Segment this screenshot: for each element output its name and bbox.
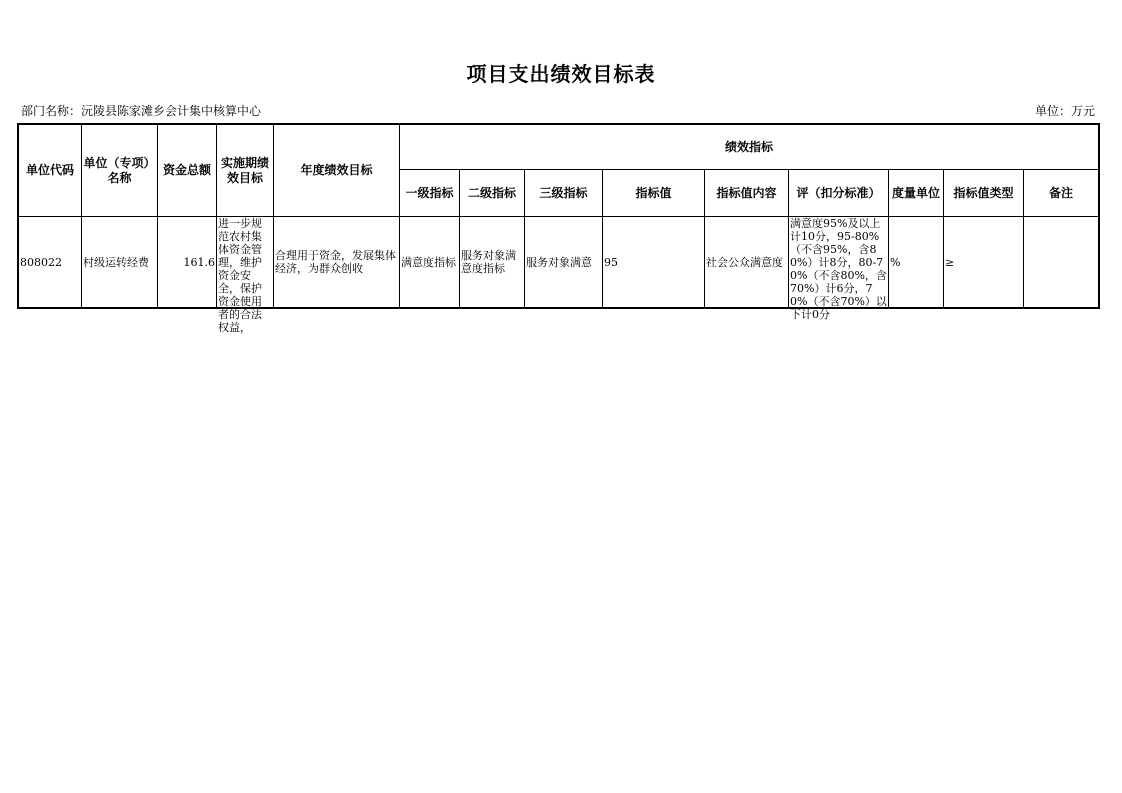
header-annual-goal: 年度绩效目标 <box>274 125 400 217</box>
header-value: 指标值 <box>603 170 705 217</box>
cell-value-content: 社会公众满意度 <box>705 217 789 308</box>
header-level2: 二级指标 <box>460 170 525 217</box>
cell-value-type: ≥ <box>944 217 1024 308</box>
header-code: 单位代码 <box>19 125 82 217</box>
cell-value: 95 <box>603 217 705 308</box>
header-value-content: 指标值内容 <box>705 170 789 217</box>
header-row-1 <box>19 125 1099 170</box>
performance-table <box>18 124 1099 334</box>
cell-level3: 服务对象满意 <box>525 217 603 308</box>
header-level1: 一级指标 <box>400 170 460 217</box>
cell-period-goal <box>217 217 274 334</box>
cell-total: 161.6 <box>158 217 217 308</box>
page-title: 项目支出绩效目标表 <box>466 62 656 86</box>
cell-code: 808022 <box>19 217 82 308</box>
cell-level1: 满意度指标 <box>400 217 460 308</box>
cell-level2: 服务对象满意度指标 <box>460 217 525 308</box>
cell-scoring <box>789 217 889 321</box>
scoring-text: 满意度95%及以上计10分，95-80%（不含95%，含80%）计8分，80-70%（不含80%，含70%）计6分，70%（不含70%）以下计0分 <box>790 217 887 321</box>
currency-unit: 单位：万元 <box>1034 104 1095 118</box>
header-name: 单位（专项）名称 <box>82 125 158 217</box>
table-row <box>19 217 1099 308</box>
cell-name: 村级运转经费 <box>82 217 158 308</box>
header-level3: 三级指标 <box>525 170 603 217</box>
header-value-type: 指标值类型 <box>944 170 1024 217</box>
department-name: 部门名称：沅陵县陈家滩乡会计集中核算中心 <box>21 104 262 118</box>
header-total: 资金总额 <box>158 125 217 217</box>
header-period-goal: 实施期绩效目标 <box>217 125 274 217</box>
cell-remark <box>1024 217 1099 308</box>
header-scoring: 评（扣分标准） <box>789 170 889 217</box>
header-remark: 备注 <box>1024 170 1099 217</box>
header-indicators: 绩效指标 <box>400 125 1099 170</box>
cell-measure-unit: % <box>889 217 944 308</box>
cell-annual-goal: 合理用于资金，发展集体经济，为群众创收 <box>274 217 400 308</box>
header-measure-unit: 度量单位 <box>889 170 944 217</box>
period-goal-text: 进一步规范农村集体资金管理，维护资金安全，保护资金使用者的合法权益， <box>218 217 262 334</box>
